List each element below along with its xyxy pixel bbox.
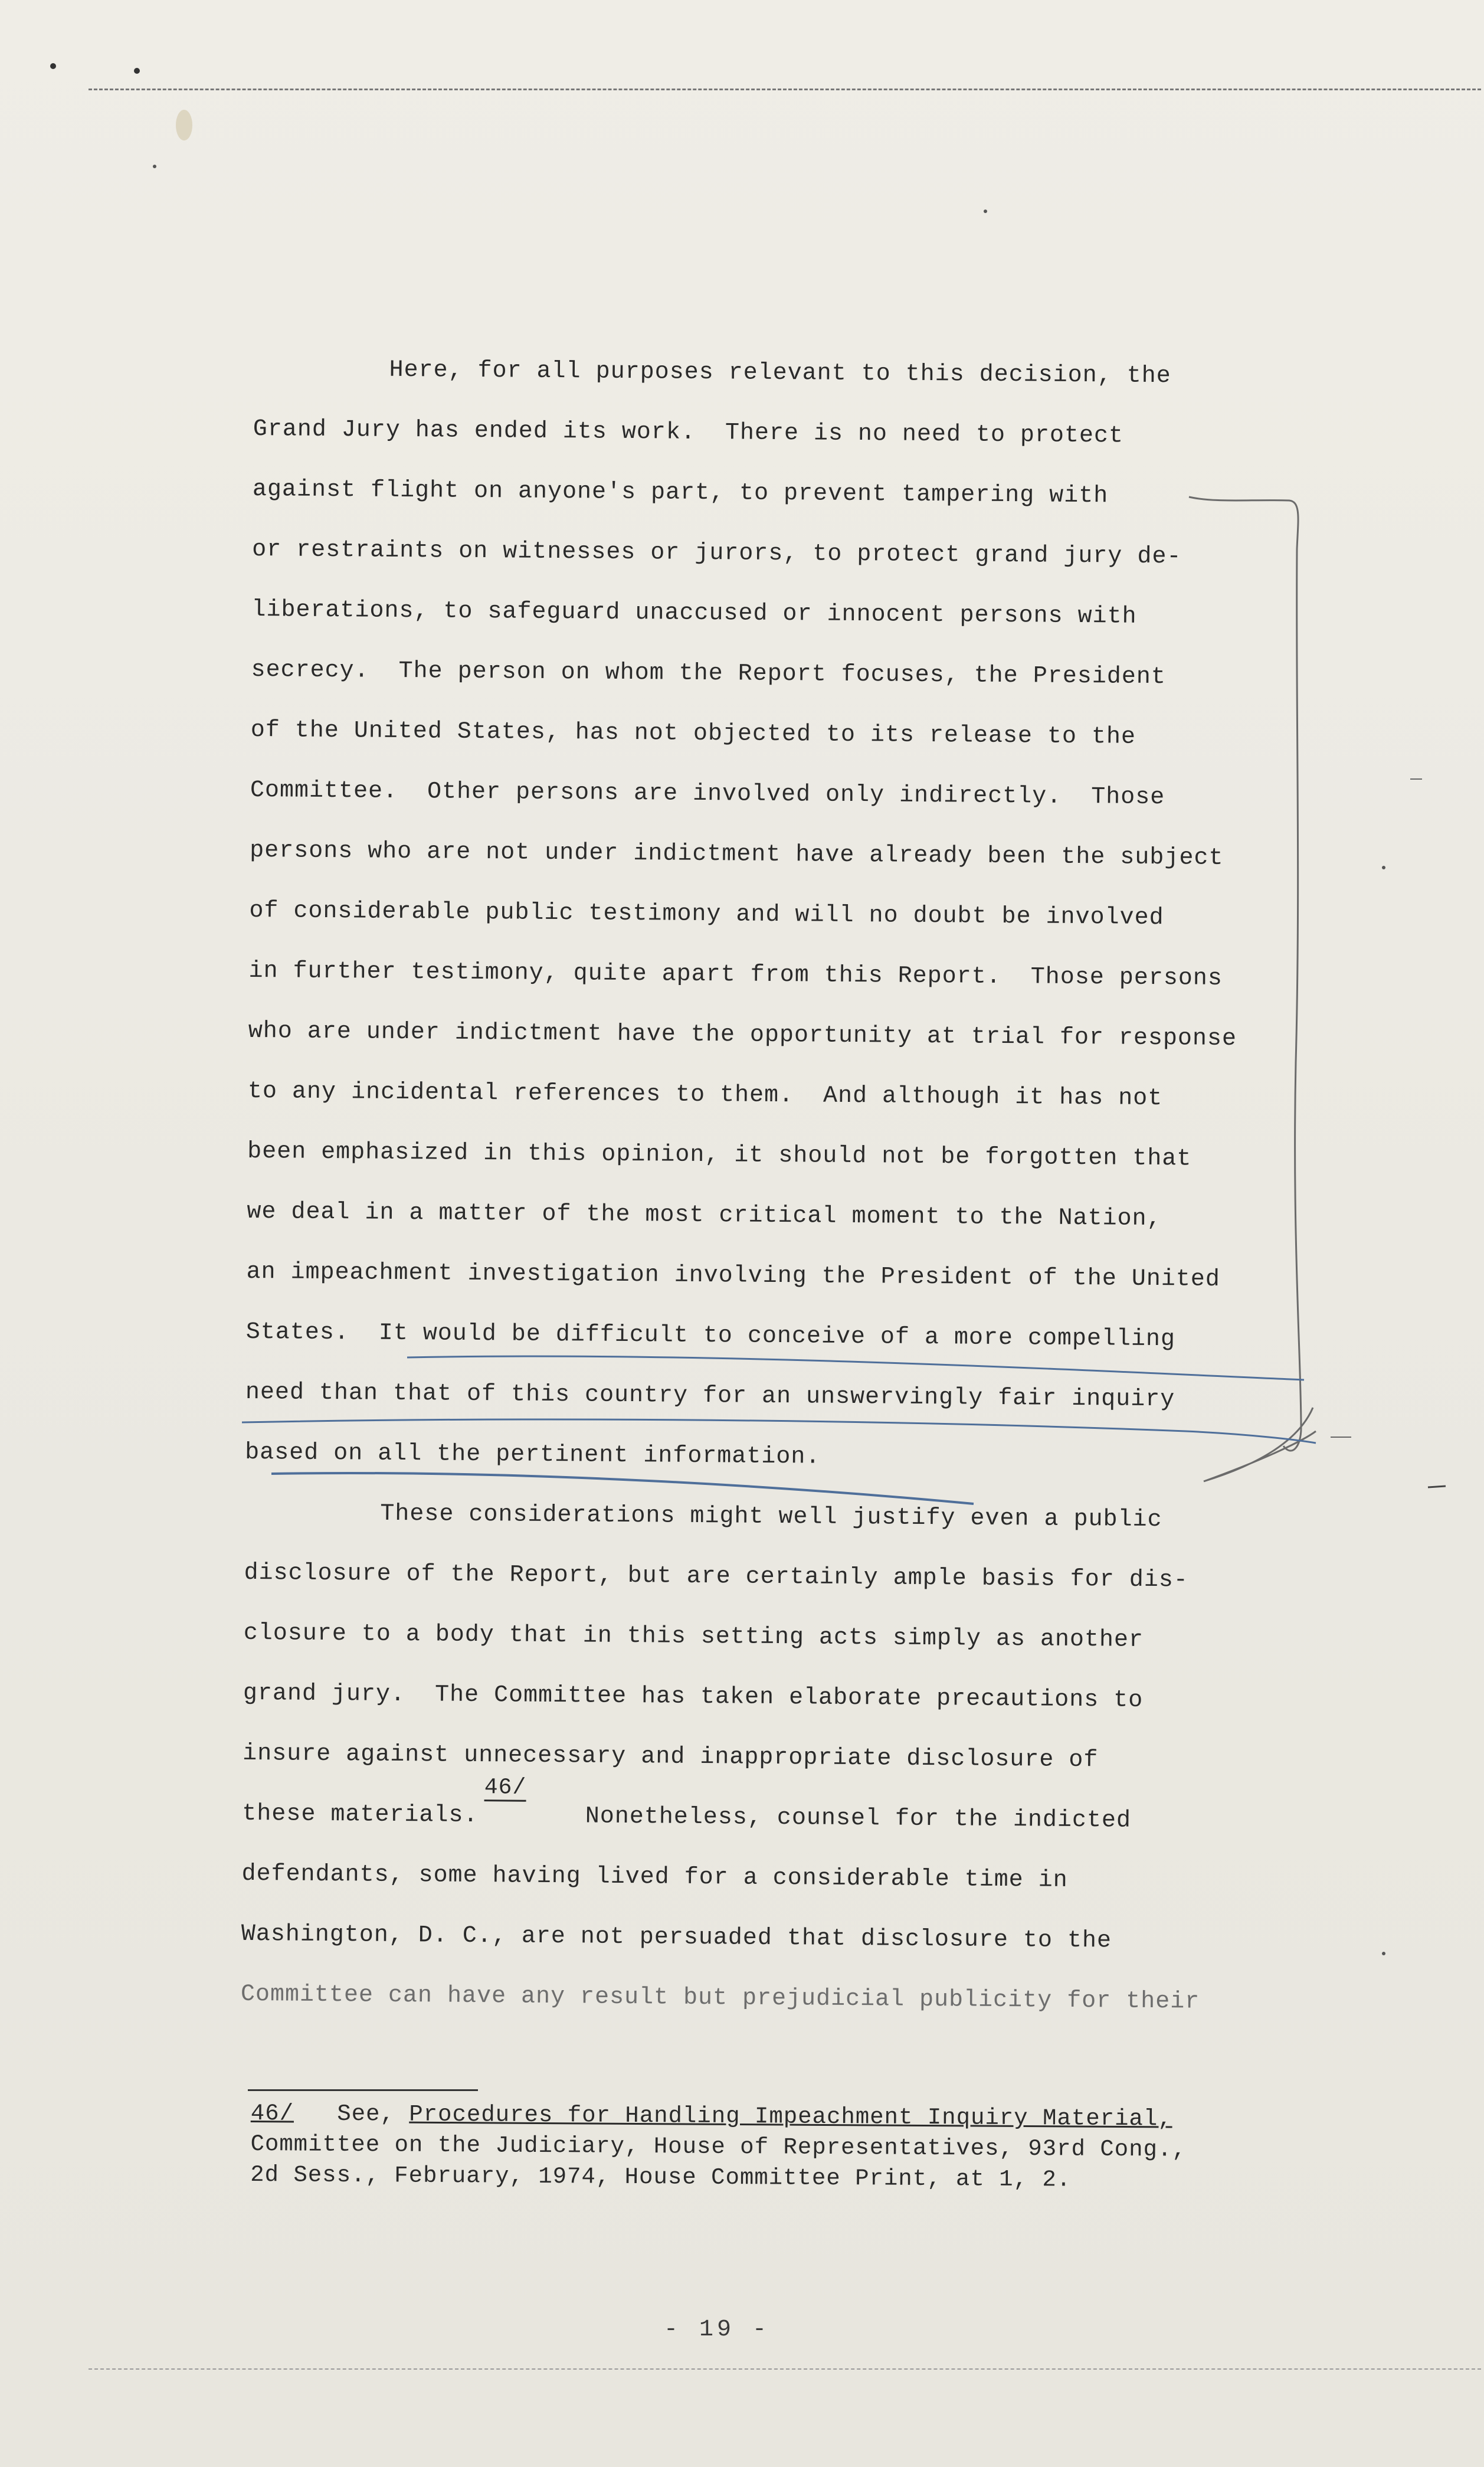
p1-line-10: of considerable public testimony and will no doubt be involved (249, 897, 1164, 932)
p2-line-4: grand jury. The Committee has taken elaborate precautions to (243, 1680, 1144, 1714)
p2-line-8: Washington, D. C., are not persuaded that disclosure to the (241, 1920, 1112, 1955)
blue-ink-underline-3 (271, 1473, 974, 1504)
p1-line-2: Grand Jury has ended its work. There is no need to protect (253, 415, 1124, 450)
p2-line-2: disclosure of the Report, but are certainly ample basis for dis- (244, 1559, 1188, 1594)
p2-line-7: defendants, some having lived for a considerable time in (241, 1860, 1068, 1894)
footnote-lead: See, (337, 2100, 395, 2128)
p1-line-12: who are under indictment have the opportunity at trial for response (248, 1017, 1237, 1053)
pencil-margin-bracket (1189, 497, 1301, 1451)
p1-line-4: or restraints on witnesses or jurors, to protect grand jury de- (252, 536, 1182, 571)
p1-line-8: Committee. Other persons are involved only indirectly. Those (250, 777, 1165, 812)
footnote-number: 46/ (250, 2100, 294, 2127)
p1-line-7: of the United States, has not objected to its release to the (250, 716, 1136, 751)
p1-line-16: an impeachment investigation involving the President of the United (246, 1258, 1220, 1293)
p2-line-5: insure against unnecessary and inappropriate disclosure of (243, 1740, 1099, 1774)
page-number: - 19 - (664, 2317, 771, 2343)
margin-dash-1 (1428, 1486, 1446, 1487)
paper-speck-4 (984, 210, 987, 213)
paper-speck-6 (1382, 1952, 1385, 1955)
paper-speck-5 (1382, 866, 1385, 869)
footnote-title: Procedures for Handling Impeachment Inquiry Material, (409, 2101, 1172, 2132)
p1-line-19: based on all the pertinent information. (245, 1439, 821, 1471)
p1-line-15: we deal in a matter of the most critical moment to the Nation, (247, 1198, 1162, 1233)
p1-line-6: secrecy. The person on whom the Report focuses, the President (251, 656, 1166, 691)
blue-ink-underline-1 (407, 1356, 1304, 1380)
footnote-line-3: 2d Sess., February, 1974, House Committee Print, at 1, 2. (250, 2161, 1072, 2193)
blue-ink-underline-2 (242, 1419, 1316, 1443)
footnote-reference[interactable]: 46/ (484, 1775, 527, 1801)
p1-line-9: persons who are not under indictment have already been the subject (250, 837, 1224, 872)
p2-line-1: These considerations might well justify even a public (380, 1500, 1162, 1534)
p1-line-18: need than that of this country for an unswervingly fair inquiry (245, 1379, 1175, 1414)
paper-speck-1 (50, 63, 56, 69)
p1-line-11: in further testimony, quite apart from this Report. Those persons (248, 957, 1223, 992)
p1-line-13: to any incidental references to them. And although it has not (247, 1078, 1163, 1113)
paper-speck-3 (153, 165, 156, 168)
p1-line-14: been emphasized in this opinion, it should not be forgotten that (247, 1138, 1192, 1173)
footnote-line-2: Committee on the Judiciary, House of Representatives, 93rd Cong., (250, 2131, 1187, 2163)
paper-speck-2 (134, 68, 140, 74)
p1-line-5: liberations, to safeguard unaccused or innocent persons with (251, 596, 1137, 630)
p1-line-3: against flight on anyone's part, to prevent tampering with (252, 476, 1109, 510)
paper-stain (176, 110, 192, 140)
p2-line-3: closure to a body that in this setting acts simply as another (243, 1619, 1144, 1654)
p2-line-6-start: these materials. (242, 1800, 479, 1830)
p1-line-17: States. It would be difficult to conceive of a more compelling (245, 1318, 1176, 1353)
p2-line-9: Committee can have any result but prejudicial publicity for their (240, 1981, 1200, 2016)
p2-line-6-end: Nonetheless, counsel for the indicted (585, 1803, 1132, 1834)
p1-line-1: Here, for all purposes relevant to this decision, the (389, 356, 1171, 390)
